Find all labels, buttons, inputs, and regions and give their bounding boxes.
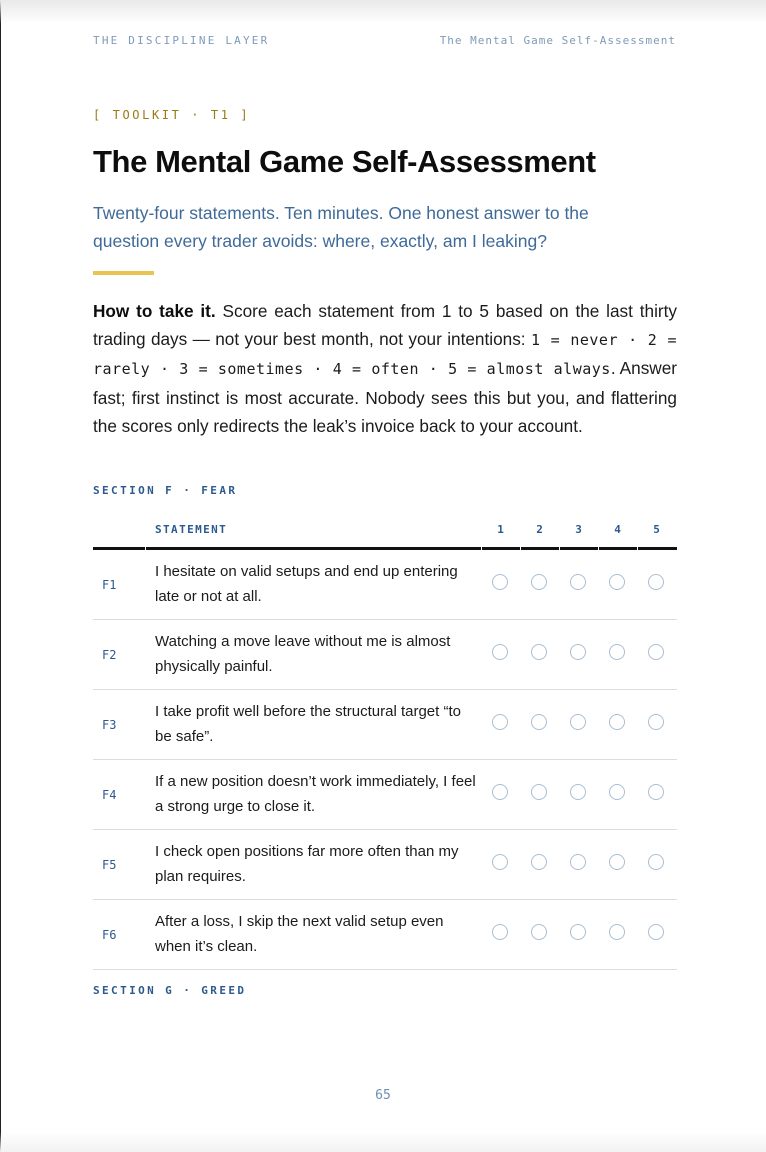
score-radio-1[interactable] (492, 714, 508, 730)
section-greed-label: SECTION G · GREED (93, 984, 247, 997)
score-radio-5[interactable] (648, 714, 664, 730)
score-radio-4[interactable] (609, 784, 625, 800)
table-row (93, 620, 677, 690)
statement-text: I check open positions far more often than my plan requires. (155, 843, 459, 885)
running-head-book-title: THE DISCIPLINE LAYER (93, 34, 270, 47)
score-radio-4[interactable] (609, 854, 625, 870)
score-radio-1[interactable] (492, 644, 508, 660)
score-radio-2[interactable] (531, 714, 547, 730)
score-radio-4[interactable] (609, 644, 625, 660)
statement-code: F6 (102, 928, 117, 942)
score-radio-1[interactable] (492, 924, 508, 940)
toolkit-kicker: [ TOOLKIT · T1 ] (93, 108, 251, 122)
score-radio-2[interactable] (531, 574, 547, 590)
score-radio-5[interactable] (648, 784, 664, 800)
score-radio-1[interactable] (492, 854, 508, 870)
section-fear-label: SECTION F · FEAR (93, 484, 238, 497)
page-number: 65 (375, 1088, 391, 1103)
score-radio-3[interactable] (570, 574, 586, 590)
instructions-paragraph (93, 297, 677, 440)
statement-text: Watching a move leave without me is almost physically painful. (155, 633, 451, 675)
score-radio-4[interactable] (609, 924, 625, 940)
score-radio-2[interactable] (531, 924, 547, 940)
score-radio-3[interactable] (570, 924, 586, 940)
score-radio-4[interactable] (609, 714, 625, 730)
page-subtitle: Twenty-four statements. Ten minutes. One honest answer to the question every trader avoids: where, exactly, am I leaking? (93, 203, 589, 251)
table-row (93, 830, 677, 900)
statement-code: F1 (102, 578, 117, 592)
assessment-table (93, 514, 677, 970)
score-radio-2[interactable] (531, 644, 547, 660)
statement-text: After a loss, I skip the next valid setup even when it’s clean. (155, 913, 444, 955)
running-head-chapter-title: The Mental Game Self-Assessment (439, 34, 676, 47)
instructions-text-2: . Answer fast; first instinct is most accurate. Nobody sees this but you, and flattering the scores only redirects the leak’s invoice back to your account. (93, 358, 677, 436)
statement-text: If a new position doesn’t work immediately, I feel a strong urge to close it. (155, 773, 476, 815)
score-radio-1[interactable] (492, 784, 508, 800)
score-radio-2[interactable] (531, 854, 547, 870)
score-radio-5[interactable] (648, 644, 664, 660)
statement-text: I take profit well before the structural target “to be safe”. (155, 703, 461, 745)
instructions-text-1: Score each statement from 1 to 5 based on the last thirty trading days — not your best month, not your intentions: (93, 301, 677, 350)
running-head (93, 34, 676, 50)
table-row (93, 760, 677, 830)
statement-code: F3 (102, 718, 117, 732)
statement-code: F2 (102, 648, 117, 662)
table-row (93, 690, 677, 760)
instructions-lead: How to take it. (93, 301, 216, 321)
score-radio-4[interactable] (609, 574, 625, 590)
table-row (93, 900, 677, 970)
score-header-5: 5 (653, 523, 660, 536)
page-bottom-shadow (0, 1132, 766, 1152)
statement-code: F4 (102, 788, 117, 802)
page-top-shadow (0, 0, 766, 24)
score-radio-2[interactable] (531, 784, 547, 800)
score-radio-3[interactable] (570, 854, 586, 870)
score-header-1: 1 (497, 523, 504, 536)
score-header-3: 3 (575, 523, 582, 536)
score-radio-5[interactable] (648, 924, 664, 940)
statement-code: F5 (102, 858, 117, 872)
score-radio-5[interactable] (648, 574, 664, 590)
table-header (93, 514, 677, 550)
page-title: The Mental Game Self-Assessment (93, 144, 596, 179)
score-radio-3[interactable] (570, 714, 586, 730)
accent-divider (93, 271, 154, 275)
score-radio-3[interactable] (570, 644, 586, 660)
score-header-4: 4 (614, 523, 621, 536)
score-scale: 1 = never · 2 = rarely · 3 = sometimes · 4 = often · 5 = almost always (93, 331, 677, 379)
table-row (93, 550, 677, 620)
score-header-2: 2 (536, 523, 543, 536)
score-radio-3[interactable] (570, 784, 586, 800)
score-radio-1[interactable] (492, 574, 508, 590)
statement-text: I hesitate on valid setups and end up entering late or not at all. (155, 563, 458, 605)
score-radio-5[interactable] (648, 854, 664, 870)
statement-column-header: STATEMENT (155, 523, 228, 536)
